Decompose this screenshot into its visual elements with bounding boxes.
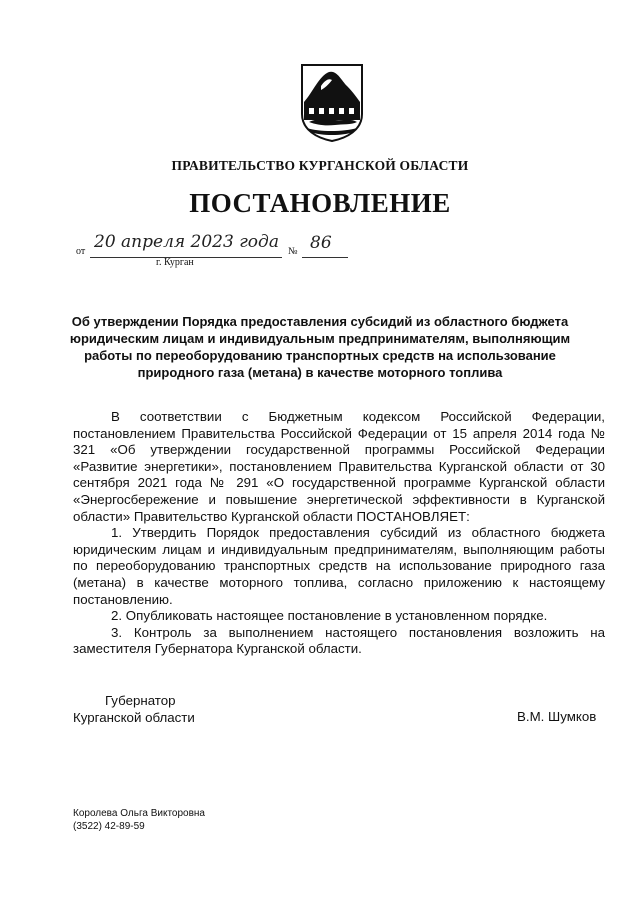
document-title: Об утверждении Порядка предоставления субсидий из областного бюджета юридическим лицам и индивидуальным предпринимателям, выполняющим работы по переоборудованию транспортных средств на использование природного газа (метана) в качестве моторного топлива [69,314,571,380]
document-body [73,409,605,658]
signer-title-line1: Губернатор [105,693,176,708]
contact-phone: (3522) 42-89-59 [73,821,145,832]
signer-title-line2: Курганской области [73,710,195,725]
document-type: ПОСТАНОВЛЕНИЕ [189,188,451,218]
date-prefix: от [76,246,86,257]
contact-info [73,807,205,833]
dateline [76,232,376,272]
signer-title [73,692,195,726]
item-1-paragraph: 1. Утвердить Порядок предоставления субсидий из областного бюджета юридическим лицам и индивидуальным предпринимателям, выполняющим работы по переоборудованию транспортных средств на использование природного газа (метана) в качестве моторного топлива, согласно приложению к настоящему постановлению. [73,525,605,607]
item-2-paragraph: 2. Опубликовать настоящее постановление в установленном порядке. [111,608,548,624]
handwritten-date: 20 апреля 2023 года [94,232,279,252]
contact-name: Королева Ольга Викторовна [73,808,205,819]
organization-name: ПРАВИТЕЛЬСТВО КУРГАНСКОЙ ОБЛАСТИ [171,158,469,173]
number-underline [302,257,348,258]
coat-of-arms-icon [299,62,365,142]
signer-name: В.М. Шумков [517,709,597,724]
item-3-paragraph: 3. Контроль за выполнением настоящего постановления возложить на заместителя Губернатора Курганской области. [73,624,605,657]
number-prefix: № [288,246,298,257]
city-label: г. Курган [156,257,194,268]
preamble-paragraph: В соответствии с Бюджетным кодексом Российской Федерации, постановлением Правительства Российской Федерации от 15 апреля 2014 года № 321 «Об утверждении государственной программы Российской Федерации «Развитие энергетики», постановлением Правительства Курганской области от 30 сентября 2021 года № 291 «О государственной программе Курганской области «Энергосбережение и повышение энергетической эффективности в Курганской области» Правительство Курганской области ПОСТАНОВЛЯЕТ: [73,409,605,524]
handwritten-number: 86 [310,233,332,253]
